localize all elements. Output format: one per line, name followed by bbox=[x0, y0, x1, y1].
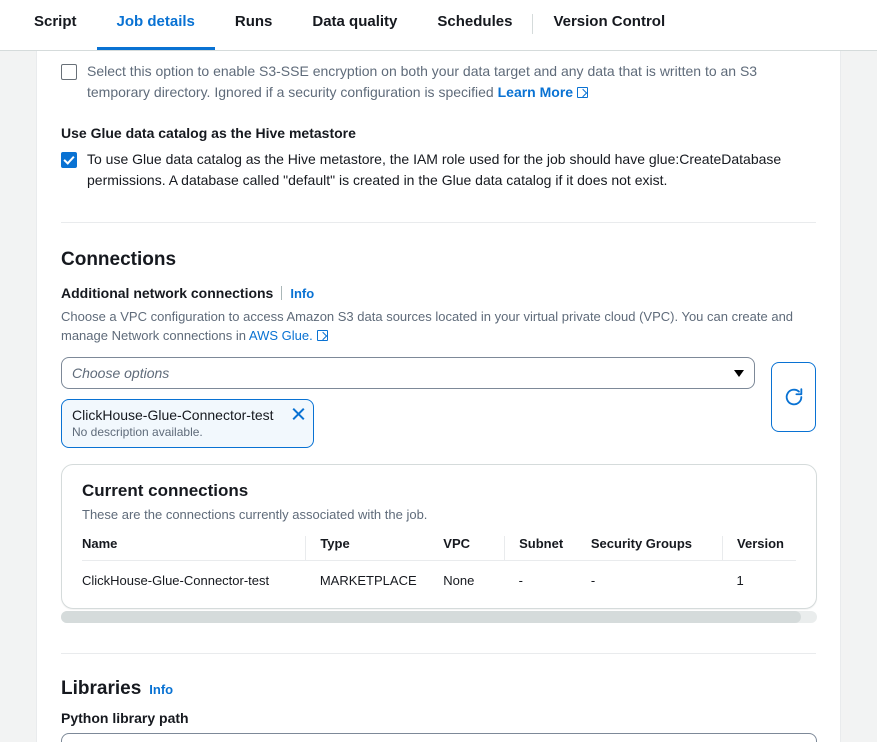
column-name[interactable]: Name bbox=[82, 536, 306, 561]
additional-network-connections-label-row bbox=[61, 285, 816, 301]
connections-section-title: Connections bbox=[61, 249, 177, 270]
job-details-card bbox=[36, 51, 841, 742]
tab-data-quality[interactable]: Data quality bbox=[312, 13, 398, 30]
refresh-icon bbox=[783, 386, 805, 408]
table-header-row bbox=[82, 536, 796, 561]
python-library-path-label: Python library path bbox=[61, 710, 189, 726]
sse-encryption-row[interactable] bbox=[61, 61, 816, 103]
tab-version-control[interactable]: Version Control bbox=[553, 13, 666, 30]
connections-description-text: Choose a VPC configuration to access Amazon S3 data sources located in your virtual private cloud (VPC). You can create and manage Network connections in bbox=[61, 309, 794, 343]
cell-version: 1 bbox=[736, 573, 744, 588]
hive-metastore-label: To use Glue data catalog as the Hive metastore, the IAM role used for the job should have glue:CreateDatabase permissions. A database called "default" is created in the Glue data catalog if it does not exist. bbox=[87, 151, 782, 188]
column-type[interactable]: Type bbox=[306, 536, 443, 561]
current-connections-title: Current connections bbox=[82, 481, 249, 500]
tab-job-details[interactable]: Job details bbox=[97, 0, 215, 50]
column-vpc[interactable]: VPC bbox=[443, 536, 504, 561]
table-row bbox=[82, 561, 796, 599]
sse-encryption-checkbox[interactable] bbox=[61, 64, 77, 80]
divider-connections bbox=[61, 222, 816, 223]
python-library-path-input[interactable] bbox=[61, 733, 817, 742]
selected-connection-description: No description available. bbox=[72, 425, 203, 439]
selected-connection-name: ClickHouse-Glue-Connector-test bbox=[72, 407, 274, 423]
chevron-down-icon bbox=[734, 370, 744, 377]
current-connections-description: These are the connections currently associated with the job. bbox=[82, 507, 428, 522]
cell-type: MARKETPLACE bbox=[319, 573, 417, 588]
hive-metastore-heading: Use Glue data catalog as the Hive metastore bbox=[61, 125, 356, 141]
connections-description bbox=[61, 307, 801, 345]
tab-script[interactable]: Script bbox=[34, 13, 77, 30]
refresh-connections-button[interactable] bbox=[771, 362, 816, 432]
external-link-icon bbox=[577, 87, 588, 98]
divider-libraries bbox=[61, 653, 816, 654]
learn-more-link[interactable]: Learn More bbox=[497, 84, 574, 100]
connections-select-placeholder: Choose options bbox=[72, 365, 170, 381]
libraries-info-link[interactable]: Info bbox=[149, 681, 174, 697]
current-connections-table bbox=[82, 536, 796, 598]
current-connections-panel bbox=[61, 464, 817, 609]
cell-subnet: - bbox=[518, 573, 523, 588]
connections-select[interactable] bbox=[61, 357, 755, 389]
sse-encryption-text: Select this option to enable S3-SSE encryption on both your data target and any data that is written to an S3 temporary directory. Ignored if a security configuration is specified bbox=[87, 63, 758, 100]
selected-connection-token[interactable] bbox=[61, 399, 314, 448]
libraries-title-row bbox=[61, 678, 816, 700]
tab-schedules[interactable]: Schedules bbox=[437, 13, 513, 30]
cell-security-groups: - bbox=[590, 573, 596, 588]
connections-info-link[interactable]: Info bbox=[290, 285, 315, 301]
tab-runs[interactable]: Runs bbox=[234, 13, 273, 30]
additional-network-connections-label: Additional network connections bbox=[61, 285, 274, 301]
cell-vpc: None bbox=[443, 573, 475, 588]
sse-encryption-label bbox=[87, 61, 803, 103]
hive-metastore-checkbox[interactable] bbox=[61, 152, 77, 168]
connections-picker-row bbox=[61, 357, 816, 448]
cell-name: ClickHouse-Glue-Connector-test bbox=[82, 573, 270, 588]
column-version[interactable]: Version bbox=[723, 536, 796, 561]
hive-metastore-row[interactable] bbox=[61, 149, 816, 191]
external-link-icon-glue bbox=[317, 330, 328, 341]
libraries-section-title: Libraries bbox=[61, 678, 142, 699]
panel-horizontal-scrollbar[interactable] bbox=[61, 611, 817, 623]
label-divider bbox=[281, 286, 282, 300]
remove-connection-icon[interactable] bbox=[291, 407, 305, 421]
column-security-groups[interactable]: Security Groups bbox=[591, 536, 723, 561]
tab-bar bbox=[0, 0, 877, 51]
scrollbar-thumb[interactable] bbox=[61, 611, 801, 623]
content-area bbox=[0, 51, 877, 742]
aws-glue-link[interactable]: AWS Glue. bbox=[248, 328, 313, 343]
column-subnet[interactable]: Subnet bbox=[505, 536, 591, 561]
